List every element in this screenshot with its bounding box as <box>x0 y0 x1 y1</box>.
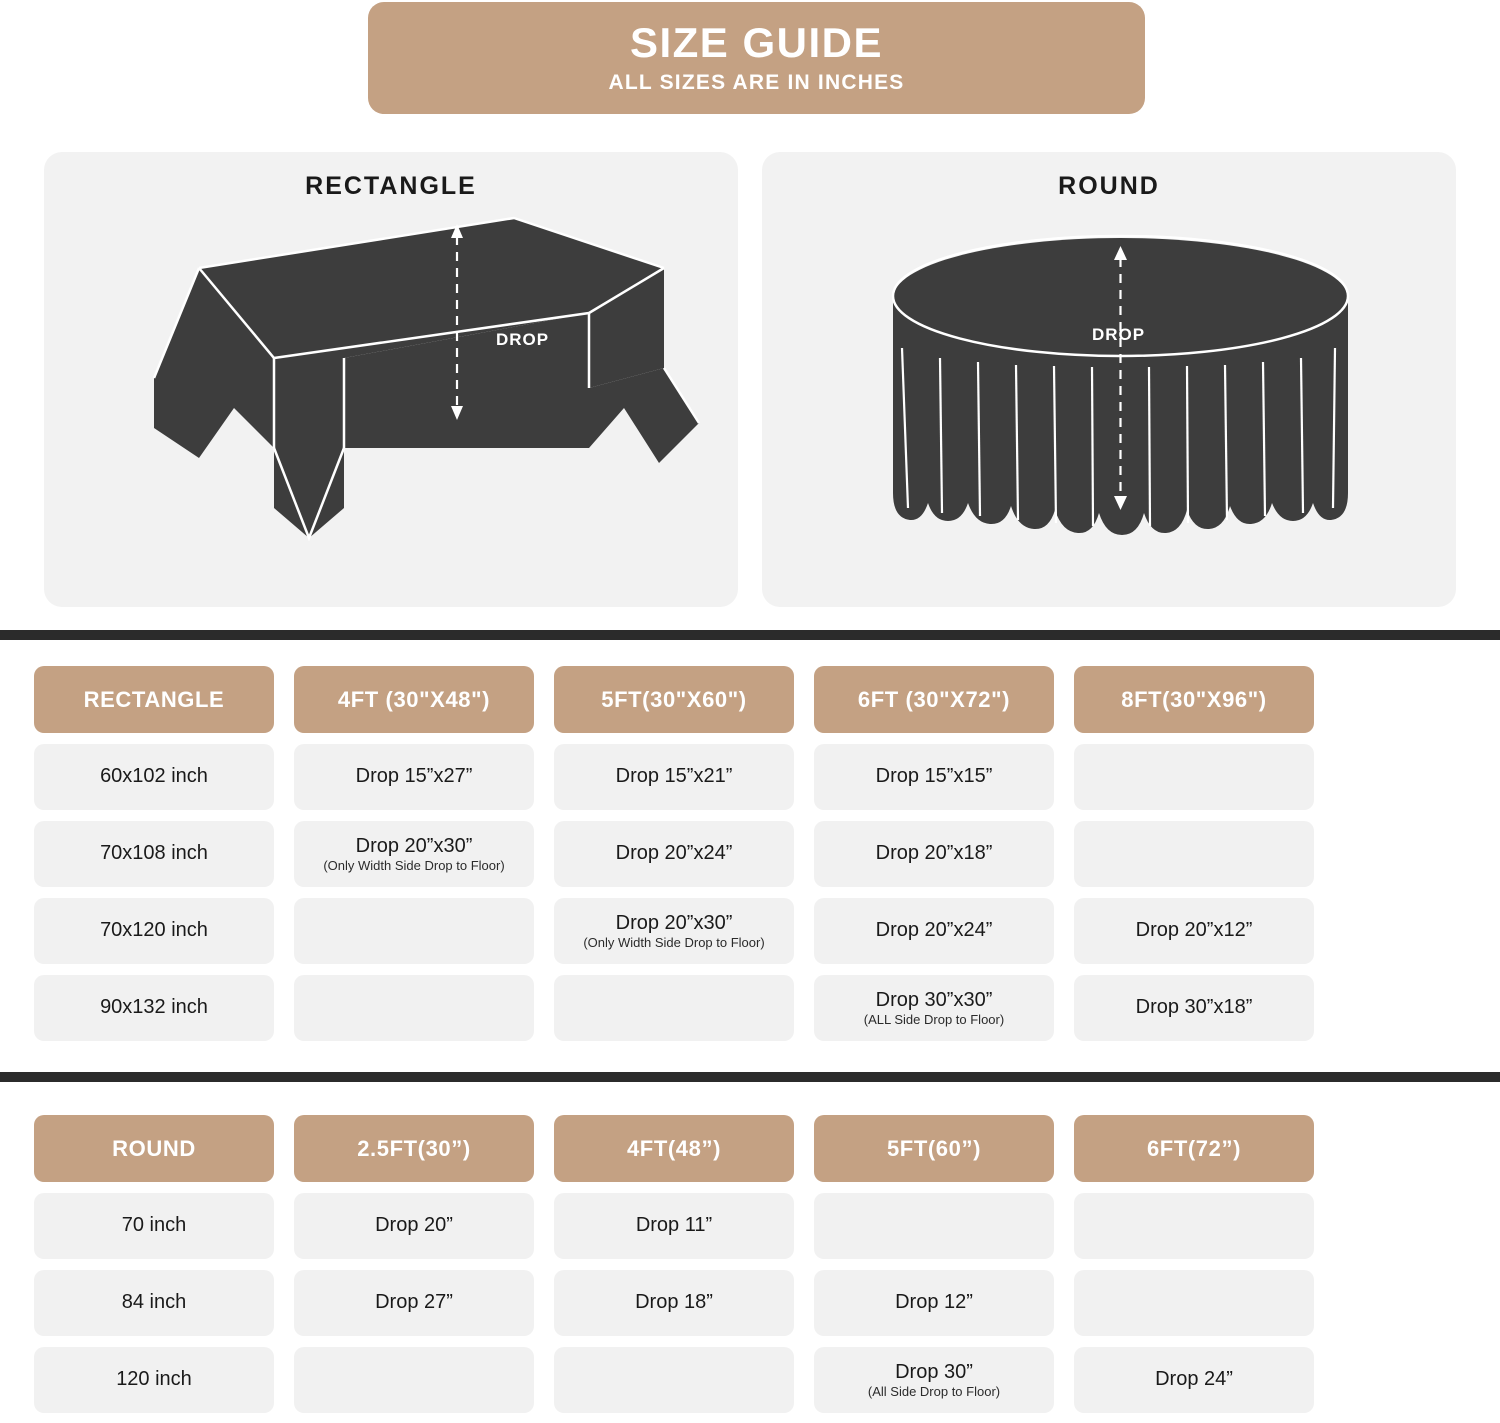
cell-main: Drop 20”x30” <box>355 834 473 857</box>
cell-main: 70x108 inch <box>100 842 208 864</box>
round-illustration-card <box>762 152 1456 607</box>
table-cell <box>554 1270 794 1336</box>
rectangle-header-3: 6FT (30"X72") <box>814 666 1054 733</box>
table-cell <box>34 898 274 964</box>
round-card-title: ROUND <box>1058 172 1160 200</box>
cell-main: 90x132 inch <box>100 996 208 1018</box>
rectangle-illustration-card <box>44 152 738 607</box>
table-cell <box>554 1193 794 1259</box>
rectangle-table-with-cloth-icon <box>44 208 738 603</box>
round-table-with-cloth-icon <box>762 208 1456 603</box>
cell-main: 120 inch <box>116 1368 192 1390</box>
cell-main: Drop 20”x30” <box>615 911 733 934</box>
divider-rule-top <box>0 630 1500 640</box>
table-cell <box>554 744 794 810</box>
table-cell <box>34 1193 274 1259</box>
table-cell <box>294 1347 534 1413</box>
table-row <box>34 1193 1466 1259</box>
cell-note: (All Side Drop to Floor) <box>867 1383 1001 1399</box>
cell-note: (Only Width Side Drop to Floor) <box>323 857 505 873</box>
table-row <box>34 821 1466 887</box>
table-cell <box>34 975 274 1041</box>
round-header-0: ROUND <box>34 1115 274 1182</box>
rectangle-table-header-row <box>34 666 1466 733</box>
rectangle-header-4: 8FT(30"X96") <box>1074 666 1314 733</box>
table-cell <box>1074 975 1314 1041</box>
table-cell <box>814 1193 1054 1259</box>
table-cell <box>554 898 794 964</box>
rectangle-header-0: RECTANGLE <box>34 666 274 733</box>
cell-main: Drop 30”x18” <box>1135 996 1253 1018</box>
rectangle-size-table <box>34 666 1466 1052</box>
header-banner <box>368 2 1145 114</box>
table-cell <box>294 898 534 964</box>
round-header-1: 2.5FT(30”) <box>294 1115 534 1182</box>
cell-main: Drop 12” <box>895 1291 973 1313</box>
table-cell <box>814 975 1054 1041</box>
table-cell <box>1074 744 1314 810</box>
rectangle-card-title: RECTANGLE <box>305 172 477 200</box>
cell-main: 84 inch <box>121 1291 187 1313</box>
cell-main: Drop 24” <box>1155 1368 1233 1390</box>
table-cell <box>814 898 1054 964</box>
table-cell <box>814 821 1054 887</box>
table-cell <box>554 1347 794 1413</box>
table-row <box>34 1347 1466 1413</box>
cell-main: Drop 15”x15” <box>875 765 993 787</box>
cell-main: 70 inch <box>121 1214 187 1236</box>
cell-main: Drop 20”x24” <box>615 842 733 864</box>
table-cell <box>34 744 274 810</box>
table-cell <box>554 975 794 1041</box>
table-cell <box>1074 1193 1314 1259</box>
table-cell <box>814 1270 1054 1336</box>
round-table-header-row <box>34 1115 1466 1182</box>
table-cell <box>34 821 274 887</box>
cell-main: Drop 30”x30” <box>875 988 993 1011</box>
table-cell <box>814 744 1054 810</box>
cell-main: Drop 20”x18” <box>875 842 993 864</box>
round-size-table <box>34 1115 1466 1423</box>
table-cell <box>294 1193 534 1259</box>
table-row <box>34 975 1466 1041</box>
rectangle-header-1: 4FT (30"X48") <box>294 666 534 733</box>
page-title: SIZE GUIDE <box>629 18 884 66</box>
table-cell <box>814 1347 1054 1413</box>
cell-main: Drop 15”x27” <box>355 765 473 787</box>
table-cell <box>294 975 534 1041</box>
cell-main: Drop 20” <box>375 1214 453 1236</box>
table-cell <box>34 1347 274 1413</box>
divider-rule-bottom <box>0 1072 1500 1082</box>
round-header-4: 6FT(72”) <box>1074 1115 1314 1182</box>
round-header-2: 4FT(48”) <box>554 1115 794 1182</box>
table-cell <box>554 821 794 887</box>
rectangle-header-2: 5FT(30"X60") <box>554 666 794 733</box>
cell-note: (ALL Side Drop to Floor) <box>863 1011 1005 1027</box>
cell-main: Drop 27” <box>375 1291 453 1313</box>
cell-main: 70x120 inch <box>100 919 208 941</box>
rectangle-drop-label: DROP <box>496 330 550 349</box>
cell-main: Drop 20”x24” <box>875 919 993 941</box>
illustration-cards <box>44 152 1456 607</box>
table-cell <box>294 1270 534 1336</box>
cell-main: Drop 18” <box>635 1291 713 1313</box>
table-cell <box>294 744 534 810</box>
table-row <box>34 1270 1466 1336</box>
table-row <box>34 898 1466 964</box>
round-drop-label: DROP <box>1092 325 1146 344</box>
table-cell <box>34 1270 274 1336</box>
cell-main: Drop 15”x21” <box>615 765 733 787</box>
cell-main: 60x102 inch <box>100 765 208 787</box>
page-subtitle: ALL SIZES ARE IN INCHES <box>608 71 905 95</box>
table-row <box>34 744 1466 810</box>
table-cell <box>1074 1347 1314 1413</box>
table-cell <box>1074 1270 1314 1336</box>
round-header-3: 5FT(60”) <box>814 1115 1054 1182</box>
table-cell <box>1074 898 1314 964</box>
table-cell <box>294 821 534 887</box>
cell-main: Drop 11” <box>635 1214 713 1236</box>
table-cell <box>1074 821 1314 887</box>
cell-note: (Only Width Side Drop to Floor) <box>583 934 765 950</box>
cell-main: Drop 30” <box>895 1360 973 1383</box>
cell-main: Drop 20”x12” <box>1135 919 1253 941</box>
